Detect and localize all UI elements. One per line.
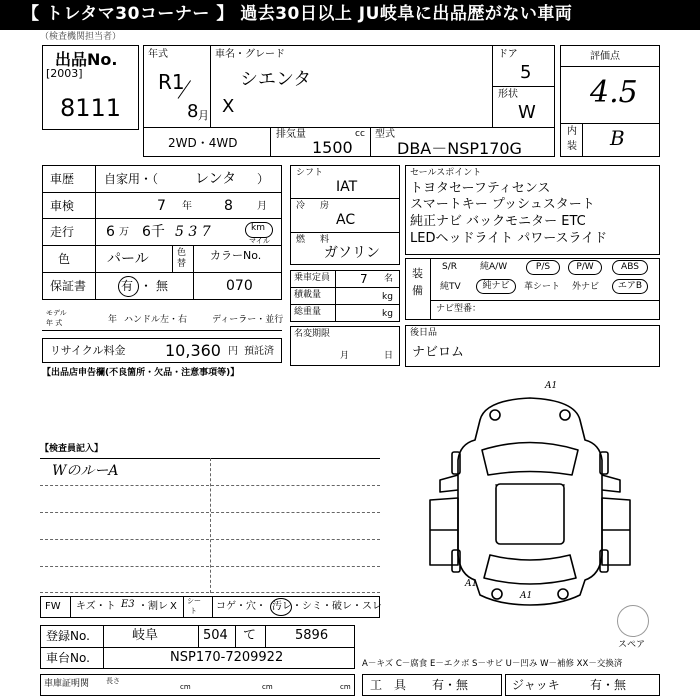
name-grade-label: 車名・グレード	[215, 49, 285, 60]
gross-label: 総重量	[294, 307, 322, 317]
damage-text-2: ・割レ	[138, 601, 168, 612]
inspection-month: 8	[224, 198, 233, 214]
equip-navi: 純ナビ	[476, 279, 516, 294]
lot-label: 出品No.	[55, 50, 118, 69]
jack-value: 有・無	[590, 678, 627, 692]
reg-class: 504	[203, 628, 228, 643]
chassis-label: 車台No.	[46, 651, 90, 665]
diagram-mark-3: A1	[520, 591, 533, 601]
cert-len: 長さ	[106, 677, 120, 685]
history-close: ）	[257, 172, 270, 186]
equip-label-2: 備	[412, 284, 423, 297]
notes-label: 【出品店申告欄(不良箇所・欠品・注意事項等)】	[42, 368, 240, 378]
diagram-mark-1: A1	[545, 381, 558, 391]
ac-label-2: 房	[320, 201, 330, 211]
banner	[0, 0, 700, 30]
recycle-unit: 円	[228, 346, 238, 357]
spare-label: スペア	[618, 640, 646, 650]
fuel-label-2: 料	[320, 235, 330, 245]
reg-kana: て	[243, 628, 257, 643]
doors-label: ドア	[498, 49, 518, 60]
interior-label-2: 装	[567, 141, 577, 152]
stamp: [2003]	[46, 67, 83, 80]
chassis: NSP170-7209922	[170, 650, 284, 665]
cut-label: （検査機関担当者）	[40, 32, 122, 42]
sales-point-3: 純正ナビ バックモニター ETC	[410, 214, 586, 229]
car-name: シエンタ	[240, 69, 312, 90]
seat-label-2: ト	[190, 607, 197, 615]
capacity-label: 乗車定員	[294, 273, 331, 283]
year-month-unit: 月	[198, 109, 209, 122]
color-no-label: カラーNo.	[210, 249, 262, 262]
seat-label-1: シー	[187, 597, 201, 605]
model-year-label-1: モデル	[46, 309, 67, 317]
repaint-label-2: 替	[177, 259, 187, 269]
damage-text-5: ・シミ・破レ・スレ	[292, 601, 382, 612]
warranty-yes: 有	[121, 279, 134, 293]
equip-leather: 革シート	[524, 282, 561, 292]
equip-ext-navi: 外ナビ	[572, 282, 600, 292]
damage-mark: E3	[121, 599, 135, 610]
sales-point-4: LEDヘッドライト パワースライド	[410, 231, 608, 246]
recycle-amount: 10,360	[165, 341, 221, 360]
fuel: ガソリン	[324, 245, 380, 261]
equip-label-1: 装	[412, 267, 423, 280]
model-label: 型式	[375, 129, 395, 140]
capacity-unit: 名	[384, 274, 394, 284]
navi-seat-label: ナビ型番：	[436, 304, 482, 314]
spare-circle	[617, 605, 649, 637]
equip-ps: P/S	[526, 260, 560, 275]
tools-label: 工 具	[370, 678, 407, 692]
handle: 左・右	[160, 315, 188, 325]
sales-point-2: スマートキー プッシュスタート	[410, 197, 595, 212]
sales-point-1: トヨタセーフティセンス	[410, 181, 551, 196]
inspection-month-unit: 月	[257, 201, 267, 212]
load-unit: kg	[382, 292, 393, 302]
dealer-label: ディーラー・並行	[212, 315, 284, 325]
ac: AC	[336, 212, 356, 228]
title-day: 日	[384, 351, 394, 361]
interior-label-1: 内	[567, 126, 577, 137]
mileage-km: km	[251, 223, 265, 233]
repaint-label-1: 色	[177, 248, 187, 258]
color-label: 色	[58, 252, 71, 266]
damage-fw: FW	[45, 601, 61, 612]
displacement: 1500	[312, 138, 353, 157]
inspection-label: 車検	[50, 199, 75, 213]
fuel-label-1: 燃	[296, 235, 306, 245]
mileage-mile: マイル	[249, 237, 270, 245]
shape: W	[518, 102, 536, 123]
gross-unit: kg	[382, 309, 393, 319]
score-label: 評価点	[590, 51, 620, 62]
equip-aw: 純A/W	[480, 262, 508, 272]
recycle-label: リサイクル料金	[50, 344, 126, 357]
jack-label: ジャッキ	[512, 678, 560, 692]
color-no: 070	[226, 278, 253, 294]
displacement-label: 排気量	[276, 129, 306, 140]
equip-sr: S/R	[442, 262, 457, 272]
cert-cm-3: cm	[340, 683, 351, 691]
capacity: 7	[360, 272, 368, 286]
color: パール	[107, 251, 149, 267]
warranty-sep: ・	[140, 279, 153, 293]
damage-mark-2: X	[170, 601, 177, 612]
aftermarket-label: 後日品	[410, 328, 438, 338]
tools-value: 有・無	[432, 678, 469, 692]
banner-text: 【 トレタマ30コーナー 】 過去30日以上 JU岐阜に出品歴がない車両	[22, 4, 573, 24]
equip-tv: 純TV	[440, 282, 461, 292]
inspector-note: WのルーA	[52, 463, 119, 479]
history-value: レンタ	[195, 171, 237, 187]
mileage-sen: 6千	[142, 224, 165, 240]
mileage-man-unit: 万	[119, 227, 129, 238]
year-era: R1	[158, 70, 185, 94]
reg-area: 岐阜	[132, 628, 159, 643]
history-label: 車歴	[50, 172, 75, 186]
drive: 2WD・4WD	[168, 136, 238, 150]
grade: X	[222, 96, 235, 117]
reg-number: 5896	[295, 628, 329, 643]
doors: 5	[520, 62, 532, 83]
year-label: 年式	[148, 49, 168, 60]
mileage-man: 6	[106, 224, 115, 240]
equip-abs: ABS	[612, 260, 648, 275]
history-options: 自家用・（	[104, 172, 159, 186]
diagram-mark-2: A1	[465, 579, 478, 589]
equip-pw: P/W	[568, 260, 602, 275]
damage-text-1: キズ・ト	[76, 601, 116, 612]
damage-text-4: 汚レ	[272, 601, 292, 612]
inspection-year: 7	[157, 198, 166, 214]
reg-label: 登録No.	[46, 629, 90, 643]
load-label: 積載量	[294, 290, 322, 300]
warranty-label: 保証書	[50, 279, 87, 293]
mileage-rest: 5 3 7	[175, 224, 211, 240]
mileage-label: 走行	[50, 225, 75, 239]
legend: A－キズ C－腐食 E－エクボ S－サビ U－凹み W－補修 XX－交換済	[362, 659, 623, 669]
score: 4.5	[590, 75, 638, 110]
year-unit: 年	[108, 315, 118, 325]
cert-label: 車庫証明関	[44, 679, 90, 689]
warranty-no: 無	[156, 279, 169, 293]
model-year-label-2: 年 式	[46, 319, 63, 327]
title-month: 月	[340, 351, 350, 361]
title-change-label: 名変期限	[294, 329, 331, 339]
damage-text-3: コゲ・穴・	[216, 601, 266, 612]
aftermarket: ナビロム	[412, 345, 465, 360]
inspection-year-unit: 年	[182, 201, 192, 212]
equip-airbag: エアB	[612, 279, 648, 294]
shift-label: シフト	[296, 168, 324, 178]
year-month: 8	[187, 101, 199, 122]
handle-label: ハンドル	[124, 315, 161, 325]
cert-cm-1: cm	[180, 683, 191, 691]
interior: B	[610, 126, 625, 150]
shape-label: 形状	[498, 89, 518, 100]
sales-label: セールスポイント	[410, 168, 482, 178]
car-diagram	[400, 380, 660, 620]
shift: IAT	[336, 179, 358, 195]
displacement-unit: cc	[355, 129, 365, 139]
lot-number: 8111	[60, 94, 122, 122]
cert-cm-2: cm	[262, 683, 273, 691]
model: DBA－NSP170G	[397, 139, 522, 158]
inspector-label: 【検査員記入】	[40, 444, 104, 454]
ac-label-1: 冷	[296, 201, 306, 211]
recycle-note: 預託済	[244, 346, 274, 357]
